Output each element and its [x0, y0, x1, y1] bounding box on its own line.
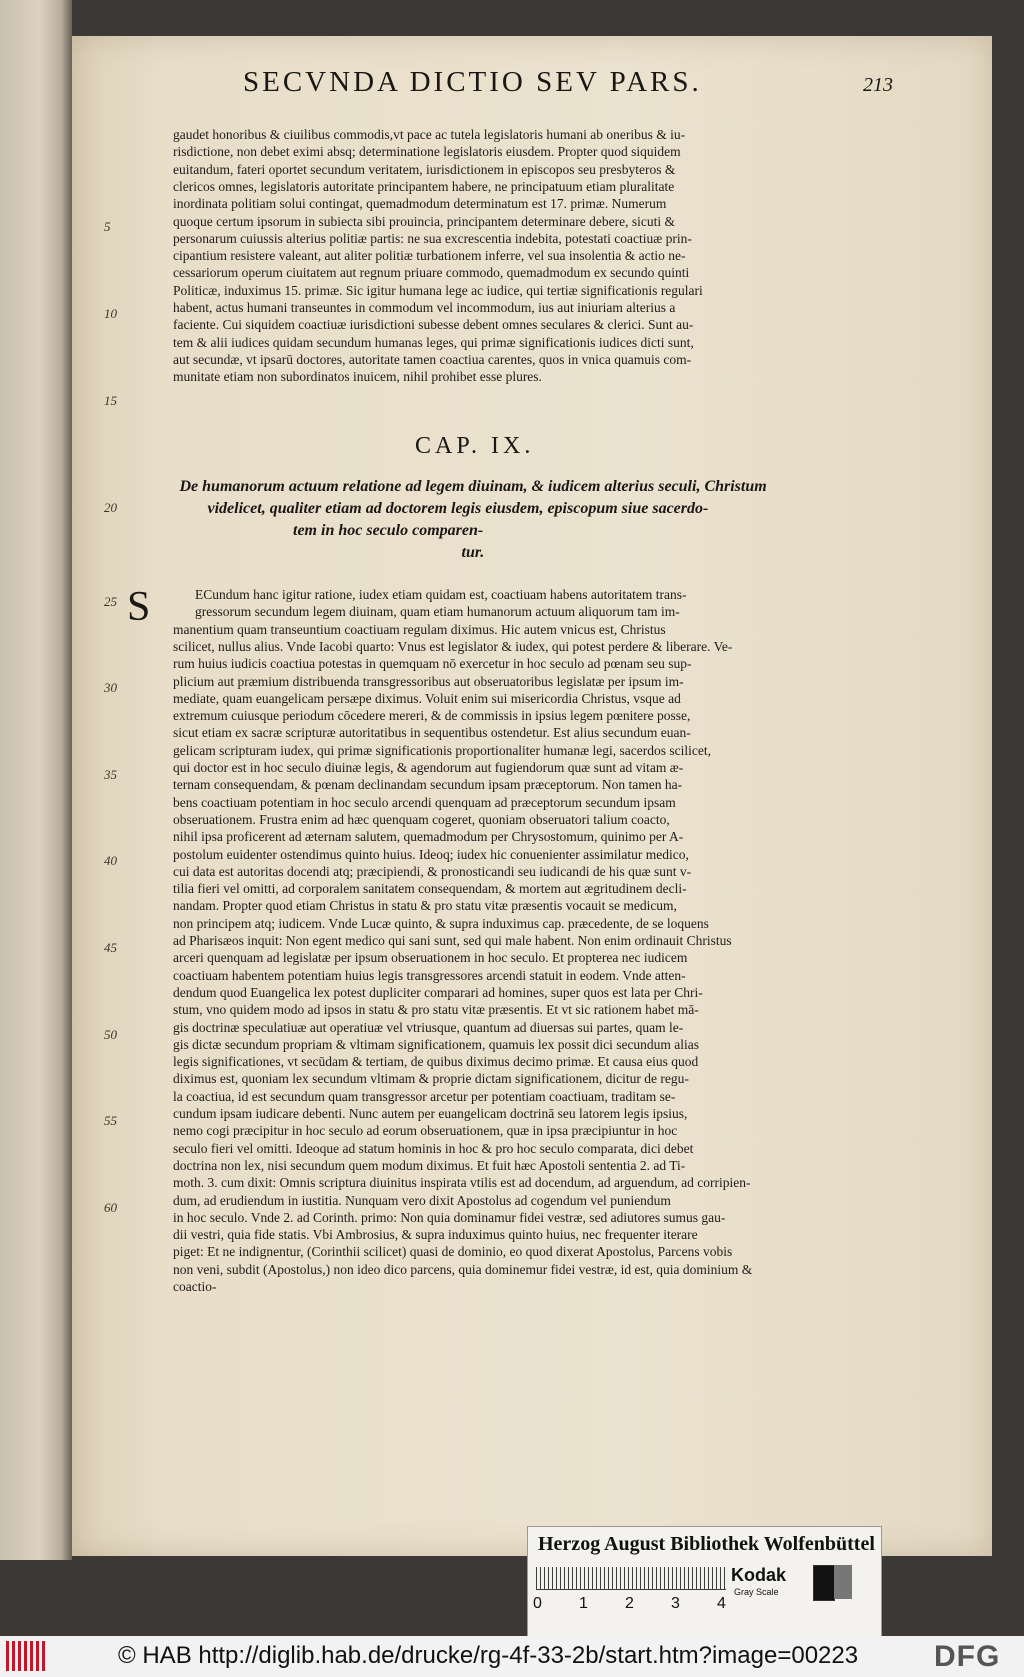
text-line: plicium aut præmium distribuenda transgressoribus aut obseruatoribus legislatæ per ipsum im- — [173, 673, 684, 689]
text-line: obseruationem. Frustra enim ad hæc quenquam cogeret, quoniam obseruatori talium coacto, — [173, 811, 670, 827]
drop-capital: S — [127, 584, 151, 630]
text-line: gis doctrinæ speculatiuæ aut operatiuæ vel vtriusque, quantum ad diuersas sui partes, quam le- — [173, 1019, 684, 1035]
caption-line: De humanorum actuum relatione ad legem diuinam, & iudicem alterius seculi, Christum — [179, 478, 767, 495]
text-line: clericos omnes, legislatoris autoritate principantem habere, ne principatuum etiam pluralitate — [173, 178, 675, 194]
text-line: dum, ad erudiendum in iustitia. Nunquam vero dixit Apostolus ad cogendum vel puniendum — [173, 1192, 671, 1208]
text-line: mediate, quam euangelicam persæpe diximus. Voluit enim sui misericordia Christus, vsque ad — [173, 690, 681, 706]
line-number: 25 — [104, 594, 117, 609]
text-line: aut secundæ, vt ipsarū doctores, autoritate tamen coactiua carentes, quos in vnica quamuis com- — [173, 351, 692, 367]
text-line: coactio- — [173, 1279, 217, 1294]
line-number: 20 — [104, 500, 117, 515]
text-line: nandam. Propter quod etiam Christus in statu & pro statu vitæ præsentis vocauit se medicum, — [173, 898, 677, 914]
text-line: legis significationes, vt secūdam & tertiam, de quibus diximus decimo primæ. Et causa eius quod — [173, 1054, 699, 1070]
text-line: non principem atq; iudicem. Vnde Lucæ quinto, & supra induximus cap. præcedente, de se loquens — [173, 915, 709, 931]
line-number: 50 — [104, 1027, 117, 1042]
folio-number: 213 — [863, 74, 893, 96]
dfg-logo: DFG — [934, 1640, 1001, 1673]
text-line: stum, vno quidem modo ad ipsos in statu & pro statu vitæ præsentis. Et vt sic rationem habet mā- — [173, 1002, 699, 1018]
text-line: qui doctor est in hoc seculo diuinæ legis, & agendorum aut fugiendorum quæ sunt ad vitam æ- — [173, 760, 684, 775]
text-line: Politicæ, induximus 15. primæ. Sic igitur humana lege ac iudice, qui tertiæ significationis regulari — [173, 282, 703, 298]
text-line: coactiuam habentem potentiam huius legis transgressores arcendi statuit in eodem. Vnde atten- — [173, 967, 686, 983]
line-number: 15 — [104, 393, 117, 408]
chapter-heading: CAP. IX. — [415, 433, 535, 459]
line-number: 45 — [104, 940, 117, 955]
text-line: diximus est, quoniam lex secundum vltimam & proprie dictam significationem, dicitur de regu- — [173, 1071, 689, 1087]
adjacent-page-edge — [0, 0, 72, 1560]
text-line: ECundum hanc igitur ratione, iudex etiam quidam est, coactiuam habens autoritatem trans- — [195, 587, 687, 602]
ruler-label: 2 — [625, 1595, 634, 1612]
text-line: moth. 3. cum dixit: Omnis scriptura diuinitus inspirata vtilis est ad docendum, ad arguendum, ad corripien- — [173, 1175, 751, 1191]
line-number: 40 — [104, 853, 117, 868]
caption-line: tur. — [461, 544, 485, 561]
text-line: risdictione, non debet eximi absq; determinatione legislatoris eiusdem. Propter quod siquidem — [173, 144, 681, 160]
caption-line: tem in hoc seculo comparen- — [293, 522, 484, 539]
text-line: cipantium resistere valeant, aut aliter politiæ turbationem inferre, vel sua insolentia & actio ne- — [173, 248, 686, 264]
text-line: faciente. Cui siquidem coactiuæ iurisdictioni subesse debent omnes seculares & clerici. Sunt au- — [173, 317, 694, 333]
text-line: gelicam scripturam iudex, qui primæ significationis proportionaliter humanæ legi, sacerdos scilicet, — [173, 742, 711, 758]
text-line: ad Pharisæos inquit: Non egent medico qui sani sunt, sed qui male habent. Non enim ordinauit Christus — [173, 933, 732, 948]
text-line: gaudet honoribus & ciuilibus commodis,vt pace ac tutela legislatoris humani ab oneribus & iu- — [173, 127, 686, 142]
line-number: 5 — [104, 219, 111, 234]
color-target — [527, 1526, 882, 1636]
text-line: bens coactiuam potentiam in hoc seculo arcendi quenquam ad præceptorum secundum ipsam — [173, 794, 676, 810]
text-line: non veni, subdit (Apostolus,) non ideo dico parcens, quia dominemur fidei vestræ, id est, quia dominium & — [173, 1261, 753, 1277]
text-line: ternam consequendam, & pœnam declinandam secundum ipsam præceptorum. Non tamen ha- — [173, 777, 683, 793]
text-line: gressorum secundum legem diuinam, quam etiam humanorum actuum aliquorum tam im- — [195, 604, 680, 620]
gray-swatch — [834, 1565, 852, 1599]
ruler-label: 3 — [671, 1595, 680, 1612]
line-number: 55 — [104, 1113, 117, 1128]
text-line: cui data est autoritas docendi atq; præcipiendi, & pronosticandi seu iudicandi de his quæ sunt v- — [173, 863, 692, 879]
text-line: postolum euidenter ostendimus quinto huius. Ideoq; iudex hic conuenienter assimilatur medico, — [173, 846, 689, 862]
text-line: euitandum, fateri oportet secundum veritatem, iurisdictionem in episcopos seu presbyteros & — [173, 161, 676, 177]
running-head: SECVNDA DICTIO SEV PARS. — [243, 66, 702, 98]
text-line: cundum ipsam iudicare debenti. Nunc autem per euangelicam doctrinā seu latorem legis ipsius, — [173, 1106, 688, 1121]
text-line: tilia fieri vel omitti, ad corporalem sanitatem consequendam, & mortem aut ægritudinem decli- — [173, 881, 687, 897]
text-line: dii vestri, quia fide statis. Vbi Ambrosius, & supra induximus quinto huius, nec frequenter iterare — [173, 1227, 698, 1243]
line-number: 60 — [104, 1200, 117, 1215]
text-line: in hoc seculo. Vnde 2. ad Corinth. primo: Non quia dominamur fidei vestræ, sed adiutores sumus gau- — [173, 1209, 726, 1225]
text-line: la coactiua, id est secundum quam transgressor arcetur per potentiam coactiuam, traditam se- — [173, 1088, 676, 1104]
kodak-logo: Kodak — [731, 1565, 787, 1585]
text-line: munitate etiam non subordinatos inuicem, nihil prohibet esse plures. — [173, 369, 542, 385]
black-swatch — [813, 1565, 835, 1601]
ruler-label: 1 — [579, 1595, 588, 1612]
target-title: Herzog August Bibliothek Wolfenbüttel — [538, 1533, 875, 1555]
text-line: nihil ipsa proficerent ad æternam salutem, quemadmodum per Chrysostomum, quinimo per A- — [173, 829, 684, 845]
caption-line: videlicet, qualiter etiam ad doctorem legis eiusdem, episcopum siue sacerdo- — [207, 500, 709, 517]
footer-link[interactable]: © HAB http://diglib.hab.de/drucke/rg-4f-33-2b/start.htm?image=00223 — [118, 1642, 859, 1669]
hab-logo-icon — [6, 1641, 48, 1671]
line-number: 30 — [104, 680, 117, 695]
text-line: manentium quam transeuntium coactiuam regulam diximus. Hic autem vnicus est, Christus — [173, 621, 666, 637]
text-line: seculo fieri vel omitti. Ideoque ad statum hominis in hoc & pro hoc seculo comparata, dici debet — [173, 1140, 694, 1156]
text-line: rum huius iudicis coactiua potestas in quemquam nō exercetur in hoc seculo ad pœnam seu sup- — [173, 656, 692, 672]
text-line: habent, actus humani transeuntes in commodum vel incommodum, ius aut iniuriam alterius a — [173, 300, 676, 315]
text-line: scilicet, nullus alius. Vnde Iacobi quarto: Vnus est legislator & iudex, qui potest perdere & liberare. Ve- — [173, 638, 733, 654]
line-number: 10 — [104, 306, 117, 321]
text-line: sicut etiam ex sacræ scripturæ autoritatibus in sequentibus ostendetur. Est alius secundum euan- — [173, 725, 691, 741]
text-line: nemo cogi præcipitur in hoc seculo ad eorum obseruationem, quæ in ipsa præcipiuntur in hoc — [173, 1123, 678, 1139]
text-line: quoque certum ipsorum in subiecta sibi prouincia, principantem determinare debere, sicuti & — [173, 213, 675, 229]
text-line: piget: Et ne indignentur, (Corinthii scilicet) quasi de dominio, eo quod dixerat Apostolus, Parcens vobis — [173, 1244, 733, 1260]
text-line: extremum cuiusque periodum cōcedere mereri, & de commissis in ipsius legem pœnitere posse, — [173, 708, 691, 724]
ruler — [536, 1567, 726, 1590]
text-line: personarum cuiussis alterius politiæ partis: ne sua excrescentia indebita, potestati coactiuæ prin- — [173, 230, 692, 246]
text-line: dendum quod Euangelica lex potest dupliciter comparari ad homines, super quos est lata per Chri- — [173, 984, 703, 1000]
footer-bar — [0, 1636, 1024, 1677]
ruler-label: 0 — [533, 1595, 542, 1612]
gray-scale-label: Gray Scale — [734, 1587, 779, 1597]
text-line: gis dictæ secundum propriam & vltimam significationem, quamuis lex possit dici secundum alias — [173, 1036, 700, 1052]
text-line: doctrina non lex, nisi secundum quem modum diximus. Et fuit hæc Apostoli sententia 2. ad Ti- — [173, 1157, 686, 1173]
text-line: arceri quenquam ad legislatæ per ipsum obseruationem in hoc seculo. Et propterea nec iudicem — [173, 950, 688, 966]
ruler-label: 4 — [717, 1595, 726, 1612]
text-line: cessariorum operum ciuitatem aut regnum priuare commodo, quemadmodum ex secundo quinti — [173, 265, 690, 281]
text-line: inordinata politiam solui contingat, quemadmodum determinatum est 17. primæ. Numerum — [173, 196, 667, 212]
line-number: 35 — [104, 767, 117, 782]
page-header — [173, 60, 893, 100]
text-line: tem & alii iudices quidam secundum humanas leges, qui primæ significationis iudices dicti sunt, — [173, 334, 694, 350]
